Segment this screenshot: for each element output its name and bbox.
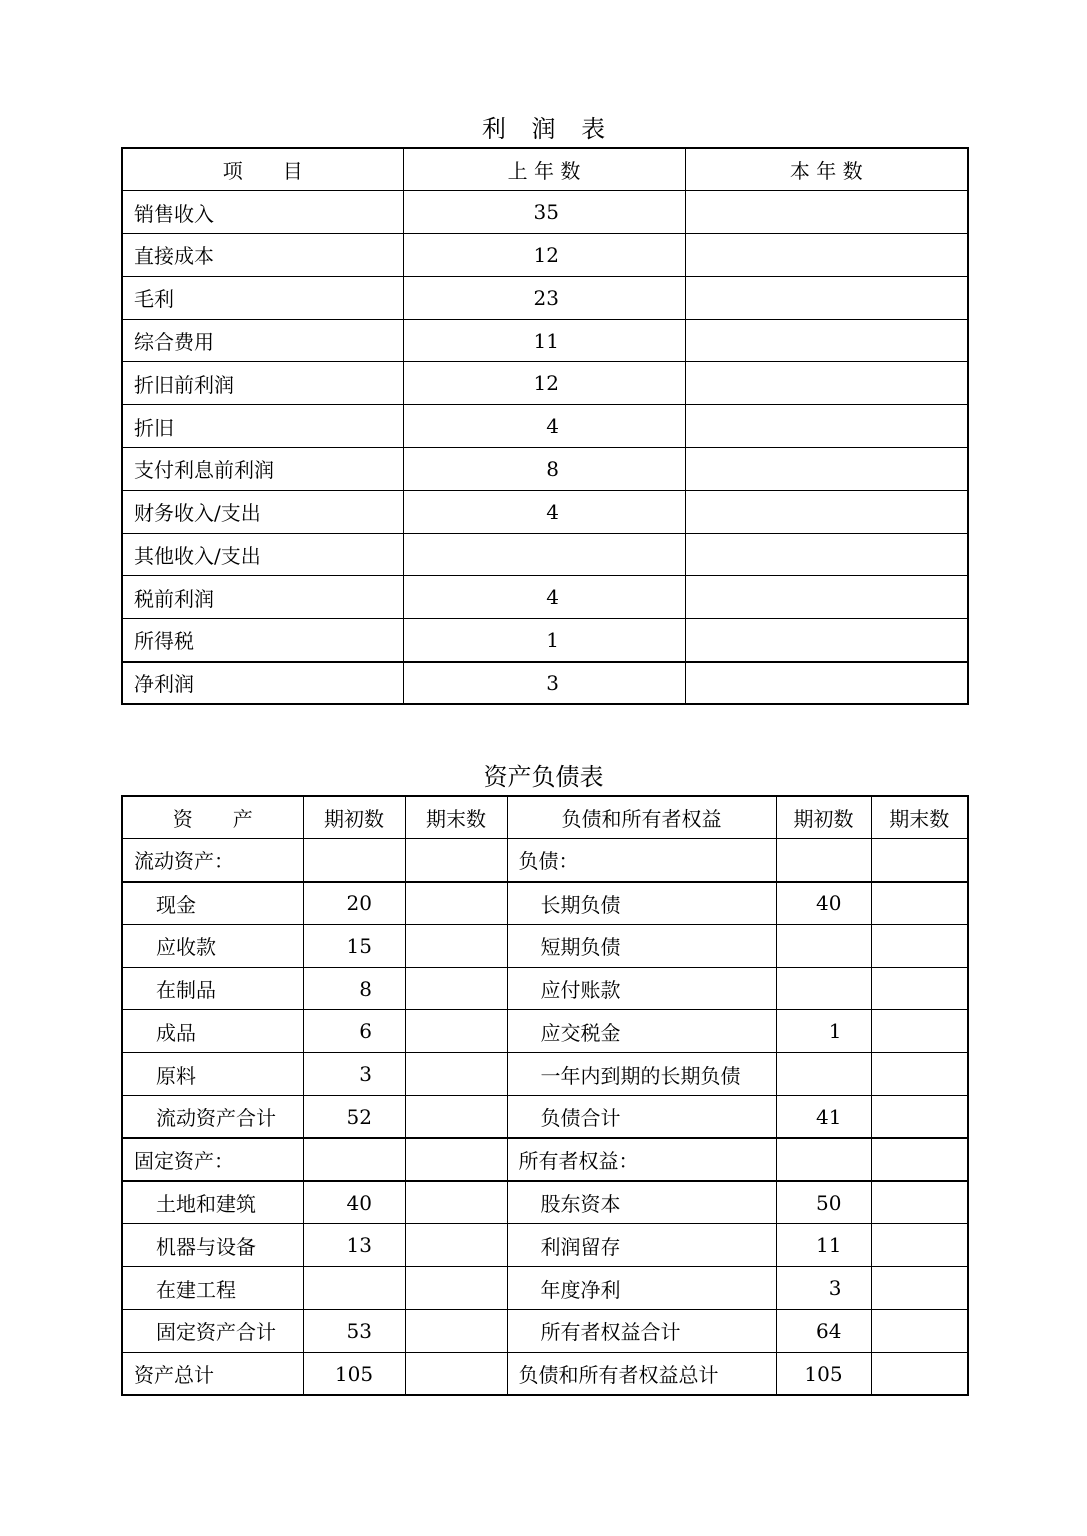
prev-year-cell	[403, 662, 685, 705]
item-label: 销售收入	[122, 191, 403, 234]
curr-year-cell[interactable]	[685, 576, 968, 619]
asset-label: 成品	[122, 1010, 303, 1053]
asset-label: 在建工程	[122, 1267, 303, 1310]
table-row	[122, 1267, 968, 1310]
liab-begin-cell	[776, 1267, 871, 1310]
asset-begin-cell	[303, 1181, 405, 1224]
asset-end-cell[interactable]	[405, 967, 507, 1010]
column-header-liab-begin: 期初数	[776, 796, 871, 839]
asset-label: 流动资产：	[122, 839, 303, 882]
item-label: 折旧	[122, 405, 403, 448]
liab-begin-cell	[776, 967, 871, 1010]
item-label: 所得税	[122, 619, 403, 662]
column-header-liabilities-equity: 负债和所有者权益	[507, 796, 776, 839]
asset-begin-cell	[303, 882, 405, 925]
prev-year-cell	[403, 448, 685, 491]
curr-year-cell[interactable]	[685, 191, 968, 234]
table-row	[122, 1352, 968, 1395]
asset-begin-value: 15	[346, 933, 372, 958]
table-row	[122, 1310, 968, 1353]
liability-label: 负债和所有者权益总计	[507, 1352, 776, 1395]
table-row	[122, 191, 968, 234]
prev-year-cell	[403, 533, 685, 576]
asset-label: 土地和建筑	[122, 1181, 303, 1224]
liab-begin-value: 105	[804, 1361, 843, 1386]
table-row	[122, 234, 968, 277]
liab-begin-cell	[776, 924, 871, 967]
table-row	[122, 619, 968, 662]
prev-year-value: 11	[533, 328, 559, 353]
liability-label: 一年内到期的长期负债	[507, 1053, 776, 1096]
prev-year-value: 12	[533, 371, 559, 396]
liab-begin-cell	[776, 1310, 871, 1353]
prev-year-cell	[403, 576, 685, 619]
prev-year-value: 35	[533, 200, 559, 225]
asset-begin-cell	[303, 924, 405, 967]
income-statement-title: 利 润 表	[481, 115, 606, 143]
liab-end-cell[interactable]	[871, 1010, 968, 1053]
table-row	[122, 276, 968, 319]
prev-year-cell	[403, 490, 685, 533]
liab-begin-value: 1	[828, 1019, 842, 1044]
table-row	[122, 405, 968, 448]
asset-end-cell[interactable]	[405, 1053, 507, 1096]
prev-year-cell	[403, 405, 685, 448]
balance-sheet-table	[121, 795, 969, 1396]
asset-label: 流动资产合计	[122, 1096, 303, 1139]
curr-year-cell[interactable]	[685, 533, 968, 576]
asset-label: 现金	[122, 882, 303, 925]
item-label: 净利润	[122, 662, 403, 705]
asset-begin-cell	[303, 839, 405, 882]
liab-end-cell[interactable]	[871, 882, 968, 925]
liab-begin-cell	[776, 882, 871, 925]
table-row	[122, 1224, 968, 1267]
asset-begin-cell	[303, 1352, 405, 1395]
curr-year-cell[interactable]	[685, 619, 968, 662]
prev-year-value: 4	[546, 414, 559, 439]
prev-year-cell	[403, 191, 685, 234]
table-header-row	[122, 796, 968, 839]
asset-begin-cell	[303, 1010, 405, 1053]
liab-end-cell[interactable]	[871, 1310, 968, 1353]
column-header-asset-begin: 期初数	[303, 796, 405, 839]
prev-year-value: 4	[546, 499, 559, 524]
liab-begin-value: 40	[816, 891, 842, 916]
liab-end-cell[interactable]	[871, 1096, 968, 1139]
table-row	[122, 490, 968, 533]
table-row	[122, 924, 968, 967]
table-row	[122, 839, 968, 882]
liab-begin-cell	[776, 1053, 871, 1096]
prev-year-cell	[403, 319, 685, 362]
item-label: 税前利润	[122, 576, 403, 619]
table-row	[122, 533, 968, 576]
liab-end-cell[interactable]	[871, 1267, 968, 1310]
table-row	[122, 319, 968, 362]
liability-label: 应交税金	[507, 1010, 776, 1053]
asset-begin-value: 13	[346, 1233, 372, 1258]
prev-year-cell	[403, 276, 685, 319]
curr-year-cell[interactable]	[685, 362, 968, 405]
liability-label: 利润留存	[507, 1224, 776, 1267]
table-row	[122, 1096, 968, 1139]
item-label: 其他收入/支出	[122, 533, 403, 576]
liab-end-cell[interactable]	[871, 924, 968, 967]
asset-label: 固定资产：	[122, 1138, 303, 1181]
prev-year-value: 23	[533, 285, 559, 310]
asset-label: 资产总计	[122, 1352, 303, 1395]
asset-begin-cell	[303, 1096, 405, 1139]
asset-begin-value: 40	[346, 1190, 372, 1215]
asset-end-cell[interactable]	[405, 924, 507, 967]
column-header-liab-end: 期末数	[871, 796, 968, 839]
asset-end-cell[interactable]	[405, 1096, 507, 1139]
prev-year-cell	[403, 234, 685, 277]
prev-year-value: 8	[546, 456, 559, 481]
asset-begin-cell	[303, 1310, 405, 1353]
item-label: 财务收入/支出	[122, 490, 403, 533]
asset-end-cell[interactable]	[405, 1352, 507, 1395]
liability-label: 负债合计	[507, 1096, 776, 1139]
balance-sheet-title: 资产负债表	[483, 763, 604, 791]
prev-year-cell	[403, 619, 685, 662]
asset-begin-value: 6	[359, 1019, 372, 1044]
liab-begin-cell	[776, 1010, 871, 1053]
asset-begin-value: 8	[359, 976, 372, 1001]
prev-year-value: 4	[546, 585, 559, 610]
liab-begin-cell	[776, 1181, 871, 1224]
asset-begin-value: 20	[346, 891, 372, 916]
curr-year-cell[interactable]	[685, 319, 968, 362]
item-label: 直接成本	[122, 234, 403, 277]
liab-end-cell[interactable]	[871, 967, 968, 1010]
liab-begin-cell	[776, 1096, 871, 1139]
table-row	[122, 1010, 968, 1053]
table-row	[122, 362, 968, 405]
asset-begin-value: 105	[334, 1361, 374, 1386]
asset-begin-cell	[303, 967, 405, 1010]
item-label: 折旧前利润	[122, 362, 403, 405]
liab-end-cell[interactable]	[871, 839, 968, 882]
column-header-item: 项 目	[122, 148, 403, 191]
liab-begin-value: 3	[828, 1276, 842, 1301]
table-row	[122, 1053, 968, 1096]
asset-begin-cell	[303, 1267, 405, 1310]
liab-end-cell[interactable]	[871, 1352, 968, 1395]
item-label: 支付利息前利润	[122, 448, 403, 491]
curr-year-cell[interactable]	[685, 276, 968, 319]
prev-year-cell	[403, 362, 685, 405]
asset-end-cell[interactable]	[405, 1267, 507, 1310]
column-header-asset-end: 期末数	[405, 796, 507, 839]
liab-begin-value: 64	[816, 1318, 842, 1343]
liability-label: 年度净利	[507, 1267, 776, 1310]
asset-end-cell[interactable]	[405, 1010, 507, 1053]
table-row	[122, 662, 968, 705]
table-row	[122, 1138, 968, 1181]
asset-begin-cell	[303, 1138, 405, 1181]
liab-begin-cell	[776, 1138, 871, 1181]
asset-end-cell[interactable]	[405, 1224, 507, 1267]
asset-begin-value: 52	[346, 1104, 372, 1129]
asset-begin-value: 53	[346, 1318, 372, 1343]
liab-end-cell[interactable]	[871, 1181, 968, 1224]
liab-begin-cell	[776, 1352, 871, 1395]
table-row	[122, 448, 968, 491]
asset-label: 固定资产合计	[122, 1310, 303, 1353]
asset-begin-value: 3	[359, 1062, 372, 1087]
table-row	[122, 1181, 968, 1224]
liability-label: 所有者权益：	[507, 1138, 776, 1181]
curr-year-cell[interactable]	[685, 490, 968, 533]
curr-year-cell[interactable]	[685, 234, 968, 277]
liability-label: 股东资本	[507, 1181, 776, 1224]
asset-label: 原料	[122, 1053, 303, 1096]
liab-begin-cell	[776, 839, 871, 882]
asset-end-cell[interactable]	[405, 839, 507, 882]
liab-begin-value: 50	[816, 1190, 842, 1215]
income-statement-table	[121, 147, 969, 705]
asset-label: 机器与设备	[122, 1224, 303, 1267]
table-row	[122, 576, 968, 619]
asset-begin-cell	[303, 1224, 405, 1267]
liability-label: 长期负债	[507, 882, 776, 925]
liab-begin-value: 11	[816, 1233, 842, 1258]
curr-year-cell[interactable]	[685, 662, 968, 705]
asset-label: 应收款	[122, 924, 303, 967]
prev-year-value: 12	[533, 242, 559, 267]
liab-end-cell[interactable]	[871, 1053, 968, 1096]
prev-year-value: 3	[546, 670, 559, 695]
table-row	[122, 967, 968, 1010]
asset-end-cell[interactable]	[405, 882, 507, 925]
liability-label: 应付账款	[507, 967, 776, 1010]
curr-year-cell[interactable]	[685, 405, 968, 448]
liab-begin-cell	[776, 1224, 871, 1267]
asset-end-cell[interactable]	[405, 1138, 507, 1181]
column-header-curr-year: 本 年 数	[685, 148, 968, 191]
liability-label: 短期负债	[507, 924, 776, 967]
column-header-assets: 资 产	[122, 796, 303, 839]
liab-begin-value: 41	[816, 1104, 842, 1129]
asset-end-cell[interactable]	[405, 1310, 507, 1353]
table-header-row	[122, 148, 968, 191]
asset-begin-cell	[303, 1053, 405, 1096]
liability-label: 负债：	[507, 839, 776, 882]
column-header-prev-year: 上 年 数	[403, 148, 685, 191]
prev-year-value: 1	[546, 627, 559, 652]
asset-end-cell[interactable]	[405, 1181, 507, 1224]
item-label: 毛利	[122, 276, 403, 319]
liability-label: 所有者权益合计	[507, 1310, 776, 1353]
curr-year-cell[interactable]	[685, 448, 968, 491]
liab-end-cell[interactable]	[871, 1138, 968, 1181]
item-label: 综合费用	[122, 319, 403, 362]
table-row	[122, 882, 968, 925]
liab-end-cell[interactable]	[871, 1224, 968, 1267]
asset-label: 在制品	[122, 967, 303, 1010]
